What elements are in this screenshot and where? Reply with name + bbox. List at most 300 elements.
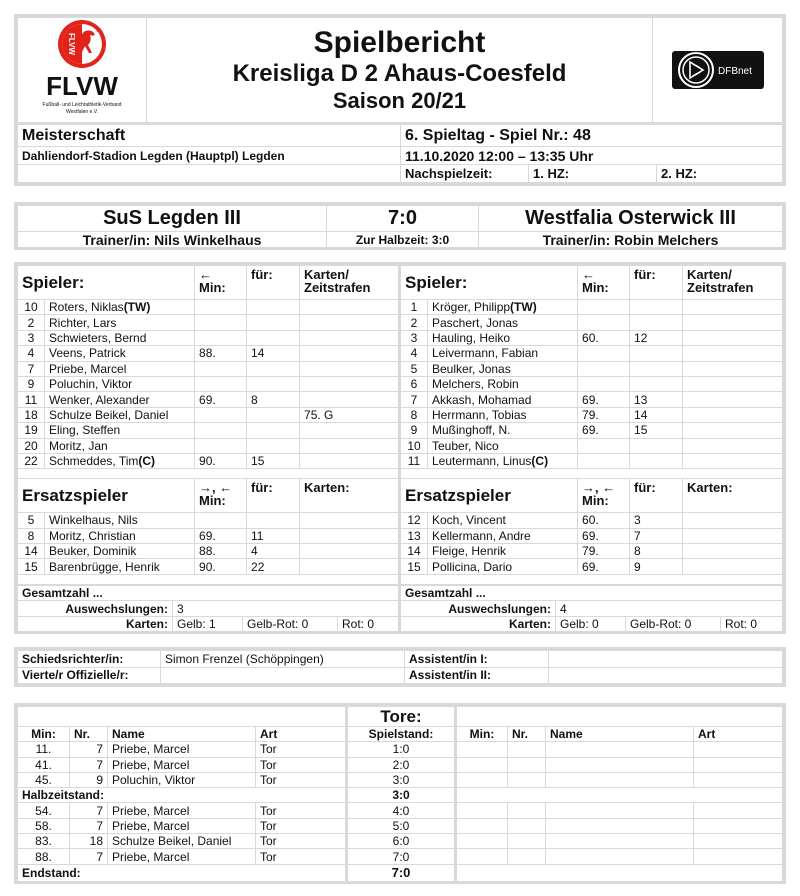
- substitutions-label: Auswechslungen:: [18, 601, 173, 617]
- player-name-text: Leutermann, Linus: [432, 454, 532, 469]
- sub-minute: 60.: [578, 513, 630, 528]
- sub-minute: [195, 361, 247, 376]
- player-number: 9: [401, 423, 428, 438]
- sub-minute: [195, 407, 247, 422]
- away-goal-cell: [508, 757, 546, 772]
- player-name-text: Roters, Niklas: [49, 300, 124, 315]
- goal-player-number: 18: [70, 834, 108, 849]
- teams-box: [14, 202, 786, 250]
- player-name: [428, 361, 578, 376]
- hz2-label: 2. HZ:: [657, 165, 783, 183]
- goal-score: 2:0: [347, 757, 456, 772]
- flvw-logo-icon: [22, 18, 142, 122]
- away-lineup: [399, 262, 786, 634]
- away-goal-cell: [694, 834, 783, 849]
- player-name-text: Poluchin, Viktor: [49, 377, 133, 392]
- sub-minute: 90.: [195, 559, 247, 574]
- svg-text:Westfalen e.V.: Westfalen e.V.: [66, 109, 98, 115]
- cards: [683, 315, 783, 330]
- player-name: [428, 438, 578, 453]
- player-number: 19: [18, 423, 45, 438]
- player-name-text: Paschert, Jonas: [432, 315, 519, 330]
- away-goal-cell: [694, 742, 783, 757]
- sub-for-number: 14: [630, 407, 683, 422]
- sub-cards: [683, 528, 783, 543]
- player-name-text: Mußinghoff, N.: [432, 423, 511, 438]
- sub-minute-header: →, ← Min:: [195, 479, 247, 513]
- player-number: 4: [401, 346, 428, 361]
- sub-for-number: [630, 361, 683, 376]
- player-number: 18: [18, 407, 45, 422]
- away-goal-cell: [546, 849, 694, 864]
- away-goal-cell: [546, 803, 694, 818]
- player-name: [428, 376, 578, 391]
- player-number: 8: [401, 407, 428, 422]
- goal-row: [18, 757, 783, 772]
- player-number: 10: [401, 438, 428, 453]
- sub-for-number: [247, 407, 300, 422]
- player-row: [18, 346, 399, 361]
- sub-minute: 69.: [578, 423, 630, 438]
- away-goal-cell: [456, 742, 508, 757]
- goal-score: 5:0: [347, 818, 456, 833]
- sub-for-number: 3: [630, 513, 683, 528]
- sub-number: 14: [401, 544, 428, 559]
- sub-for-number: [630, 438, 683, 453]
- yellow-red-count: Gelb-Rot: 0: [626, 616, 721, 632]
- away-goal-cell: [694, 818, 783, 833]
- player-name: [45, 423, 195, 438]
- sub-for-number: 13: [630, 392, 683, 407]
- player-role-tag: (C): [138, 454, 156, 469]
- player-number: 5: [401, 361, 428, 376]
- sub-for-number: 15: [247, 453, 300, 468]
- spacer: [401, 574, 783, 584]
- player-name: [428, 453, 578, 468]
- final-score-value: 7:0: [347, 864, 456, 882]
- cards: [300, 376, 399, 391]
- svg-text:FLVW: FLVW: [46, 71, 118, 101]
- goal-row: [18, 818, 783, 833]
- sub-cards: [683, 544, 783, 559]
- player-name: [45, 361, 195, 376]
- away-goal-cell: [508, 772, 546, 787]
- away-goal-cell: [456, 834, 508, 849]
- sub-for-number: [247, 361, 300, 376]
- competition: Meisterschaft: [18, 125, 401, 147]
- page-title: Spielbericht: [313, 26, 486, 59]
- goal-minute: 41.: [18, 757, 70, 772]
- sub-minute: 88.: [195, 346, 247, 361]
- goals-header-blank-left: [18, 707, 347, 727]
- sub-number: 8: [18, 528, 45, 543]
- goal-player-number: 7: [70, 803, 108, 818]
- away-nr-header: Nr.: [508, 727, 546, 742]
- cards: [300, 453, 399, 468]
- spacer: [18, 469, 399, 479]
- sub-minute: 79.: [578, 407, 630, 422]
- flvw-logo: [18, 18, 147, 123]
- sub-name: Pollicina, Dario: [428, 559, 578, 574]
- away-goal-cell: [508, 818, 546, 833]
- sub-minute: [578, 361, 630, 376]
- player-number: 22: [18, 453, 45, 468]
- sub-minute: 69.: [195, 528, 247, 543]
- sub-name: Kellermann, Andre: [428, 528, 578, 543]
- goal-minute: 58.: [18, 818, 70, 833]
- sub-cards: [300, 513, 399, 528]
- sub-cards-header: Karten:: [300, 479, 399, 513]
- away-goal-cell: [546, 772, 694, 787]
- referee-label: Schiedsrichter/in:: [18, 651, 161, 668]
- away-goal-cell: [694, 772, 783, 787]
- goal-type: Tor: [256, 803, 347, 818]
- sub-row: [401, 528, 783, 543]
- player-row: [401, 438, 783, 453]
- red-count: Rot: 0: [721, 616, 783, 632]
- player-number: 2: [18, 315, 45, 330]
- sub-cards: [683, 559, 783, 574]
- away-goal-cell: [546, 834, 694, 849]
- player-row: [18, 300, 399, 315]
- player-role-tag: (C): [531, 454, 549, 469]
- away-goal-cell: [508, 742, 546, 757]
- sub-for-number: 7: [630, 528, 683, 543]
- player-number: 3: [401, 330, 428, 345]
- goal-player-number: 7: [70, 742, 108, 757]
- away-final-blank: [456, 864, 783, 882]
- player-name: [45, 407, 195, 422]
- player-name-text: Moritz, Jan: [49, 438, 108, 453]
- sub-for-number: 14: [247, 346, 300, 361]
- sub-for-number: 12: [630, 330, 683, 345]
- match-datetime: 11.10.2020 12:00 – 13:35 Uhr: [401, 147, 783, 165]
- goal-player-name: Schulze Beikel, Daniel: [108, 834, 256, 849]
- cards: [683, 423, 783, 438]
- goal-player-name: Priebe, Marcel: [108, 849, 256, 864]
- player-number: 6: [401, 376, 428, 391]
- sub-for-number: 22: [247, 559, 300, 574]
- sub-cards: [300, 528, 399, 543]
- goals-box: [14, 703, 786, 884]
- sub-for-number: [247, 300, 300, 315]
- goal-row: [18, 803, 783, 818]
- player-name-text: Schulze Beikel, Daniel: [49, 407, 169, 422]
- sub-minute: 69.: [578, 559, 630, 574]
- goal-type: Tor: [256, 849, 347, 864]
- cards-penalties-header: Karten/ Zeitstrafen: [683, 266, 783, 300]
- sub-for-number: [247, 438, 300, 453]
- sub-cards: [300, 544, 399, 559]
- player-row: [18, 330, 399, 345]
- cards-total-label: Karten:: [18, 616, 173, 632]
- home-team-name: SuS Legden III: [18, 206, 327, 232]
- goal-player-number: 7: [70, 849, 108, 864]
- report-header: [14, 14, 786, 126]
- referee-name: Simon Frenzel (Schöppingen): [161, 651, 405, 668]
- goal-score: 6:0: [347, 834, 456, 849]
- player-name: [428, 423, 578, 438]
- sub-row: [18, 544, 399, 559]
- player-row: [401, 453, 783, 468]
- final-score: 7:0: [327, 206, 479, 232]
- yellow-red-count: Gelb-Rot: 0: [243, 616, 338, 632]
- goal-row: [18, 834, 783, 849]
- player-number: 7: [18, 361, 45, 376]
- yellow-count: Gelb: 1: [173, 616, 243, 632]
- player-row: [18, 423, 399, 438]
- goals-header-blank-right: [456, 707, 783, 727]
- cards: [300, 423, 399, 438]
- away-min-header: Min:: [456, 727, 508, 742]
- for-header: für:: [247, 266, 300, 300]
- player-name: [45, 376, 195, 391]
- sub-name: Fleige, Henrik: [428, 544, 578, 559]
- away-halftime-blank: [456, 788, 783, 803]
- player-number: 3: [18, 330, 45, 345]
- sub-for-number: [630, 376, 683, 391]
- player-name-text: Richter, Lars: [49, 315, 117, 330]
- sub-for-number: [247, 376, 300, 391]
- player-name-text: Veens, Patrick: [49, 346, 126, 361]
- away-goal-cell: [456, 772, 508, 787]
- subs-header: Ersatzspieler: [18, 479, 195, 513]
- player-name-text: Melchers, Robin: [432, 377, 519, 392]
- player-number: 7: [401, 392, 428, 407]
- player-row: [401, 346, 783, 361]
- sub-name: Beuker, Dominik: [45, 544, 195, 559]
- cards-total-label: Karten:: [401, 616, 556, 632]
- goal-row: [18, 849, 783, 864]
- cards: [300, 300, 399, 315]
- away-team-name: Westfalia Osterwick III: [479, 206, 783, 232]
- player-name: [45, 315, 195, 330]
- player-row: [18, 376, 399, 391]
- player-row: [401, 423, 783, 438]
- sub-number: 5: [18, 513, 45, 528]
- sub-for-header: für:: [630, 479, 683, 513]
- player-name-text: Schmeddes, Tim: [49, 454, 139, 469]
- goal-score: 1:0: [347, 742, 456, 757]
- cards: [300, 346, 399, 361]
- player-name: [428, 300, 578, 315]
- sub-name: Barenbrügge, Henrik: [45, 559, 195, 574]
- sub-minute: [578, 346, 630, 361]
- cards: [683, 376, 783, 391]
- meta-blank: [18, 165, 401, 183]
- goal-type: Tor: [256, 834, 347, 849]
- cards: [683, 438, 783, 453]
- sub-minute: 90.: [195, 453, 247, 468]
- player-row: [401, 376, 783, 391]
- sub-row: [18, 528, 399, 543]
- cards: [300, 361, 399, 376]
- player-name-text: Beulker, Jonas: [432, 361, 511, 376]
- player-row: [401, 361, 783, 376]
- player-name-text: Teuber, Nico: [432, 438, 499, 453]
- player-name-text: Akkash, Mohamad: [432, 392, 532, 407]
- player-name-text: Eling, Steffen: [49, 423, 121, 438]
- final-label: Endstand:: [18, 864, 347, 882]
- player-row: [401, 315, 783, 330]
- sub-name: Winkelhaus, Nils: [45, 513, 195, 528]
- sub-number: 13: [401, 528, 428, 543]
- away-goal-cell: [508, 834, 546, 849]
- sub-for-number: 8: [247, 392, 300, 407]
- assistant1-name: [549, 651, 783, 668]
- sub-minute: 60.: [578, 330, 630, 345]
- players-header: Spieler:: [401, 266, 578, 300]
- halftime-label: Halbzeitstand:: [18, 788, 347, 803]
- goal-player-name: Priebe, Marcel: [108, 818, 256, 833]
- player-name: [428, 330, 578, 345]
- away-goal-cell: [546, 742, 694, 757]
- fourth-official-name: [161, 667, 405, 684]
- cards: [683, 361, 783, 376]
- player-row: [18, 392, 399, 407]
- sub-for-number: [247, 330, 300, 345]
- sub-row: [401, 559, 783, 574]
- goal-player-name: Poluchin, Viktor: [108, 772, 256, 787]
- cards-penalties-header: Karten/ Zeitstrafen: [300, 266, 399, 300]
- player-name: [428, 392, 578, 407]
- player-role-tag: (TW): [123, 300, 151, 315]
- away-goal-cell: [694, 757, 783, 772]
- cards: [683, 330, 783, 345]
- away-goal-cell: [694, 849, 783, 864]
- player-name: [428, 346, 578, 361]
- sub-for-number: 4: [247, 544, 300, 559]
- sub-minute: [195, 438, 247, 453]
- sub-for-number: [630, 300, 683, 315]
- goal-type: Tor: [256, 742, 347, 757]
- sub-for-number: 15: [630, 423, 683, 438]
- sub-minute: 69.: [578, 392, 630, 407]
- name-header: Name: [108, 727, 256, 742]
- dfbnet-logo: [653, 18, 783, 123]
- svg-text:DFBnet: DFBnet: [717, 66, 752, 77]
- sub-row: [401, 513, 783, 528]
- venue: Dahliendorf-Stadion Legden (Hauptpl) Legden: [18, 147, 401, 165]
- sub-minute: [195, 376, 247, 391]
- sub-for-number: 11: [247, 528, 300, 543]
- goal-player-number: 7: [70, 818, 108, 833]
- player-number: 10: [18, 300, 45, 315]
- hz1-label: 1. HZ:: [529, 165, 657, 183]
- sub-for-number: 9: [630, 559, 683, 574]
- red-count: Rot: 0: [338, 616, 399, 632]
- player-row: [18, 453, 399, 468]
- sub-minute: [578, 300, 630, 315]
- player-name: [45, 438, 195, 453]
- officials-box: [14, 647, 786, 687]
- player-number: 9: [18, 376, 45, 391]
- player-row: [401, 330, 783, 345]
- goal-row: [18, 742, 783, 757]
- goal-minute: 54.: [18, 803, 70, 818]
- away-goal-cell: [546, 818, 694, 833]
- away-goal-cell: [456, 803, 508, 818]
- cards: [683, 346, 783, 361]
- sub-for-number: [630, 346, 683, 361]
- player-name-text: Priebe, Marcel: [49, 361, 127, 376]
- player-number: 1: [401, 300, 428, 315]
- away-goal-cell: [508, 849, 546, 864]
- yellow-count: Gelb: 0: [556, 616, 626, 632]
- away-goal-cell: [508, 803, 546, 818]
- cards: [300, 315, 399, 330]
- player-name: [45, 330, 195, 345]
- player-role-tag: (TW): [510, 300, 537, 315]
- substitutions-count: 4: [556, 601, 783, 617]
- sub-minute: 88.: [195, 544, 247, 559]
- sub-minute: [578, 453, 630, 468]
- goal-player-number: 7: [70, 757, 108, 772]
- home-lineup: [14, 262, 400, 634]
- sub-for-header: für:: [247, 479, 300, 513]
- player-row: [18, 315, 399, 330]
- sub-minute: [195, 423, 247, 438]
- goal-score: 7:0: [347, 849, 456, 864]
- sub-row: [401, 544, 783, 559]
- sub-for-number: [247, 513, 300, 528]
- goal-minute: 45.: [18, 772, 70, 787]
- sub-minute: 69.: [578, 528, 630, 543]
- cards: [300, 438, 399, 453]
- player-row: [401, 300, 783, 315]
- away-goal-cell: [456, 818, 508, 833]
- away-goal-cell: [456, 757, 508, 772]
- sub-name: Moritz, Christian: [45, 528, 195, 543]
- fourth-official-label: Vierte/r Offizielle/r:: [18, 667, 161, 684]
- player-number: 11: [401, 453, 428, 468]
- player-name: [45, 346, 195, 361]
- cards: 75. G: [300, 407, 399, 422]
- min-header: Min:: [18, 727, 70, 742]
- match-meta: [14, 123, 786, 186]
- goal-player-name: Priebe, Marcel: [108, 803, 256, 818]
- away-name-header: Name: [546, 727, 694, 742]
- dfbnet-logo-icon: [672, 51, 764, 89]
- player-name-text: Schwieters, Bernd: [49, 330, 147, 345]
- cards: [300, 330, 399, 345]
- player-row: [401, 407, 783, 422]
- sub-for-number: [247, 423, 300, 438]
- sub-minute-header: →, ← Min:: [578, 479, 630, 513]
- home-trainer: Trainer/in: Nils Winkelhaus: [18, 232, 327, 249]
- goal-player-name: Priebe, Marcel: [108, 757, 256, 772]
- player-row: [18, 407, 399, 422]
- goal-minute: 11.: [18, 742, 70, 757]
- assistant1-label: Assistent/in I:: [405, 651, 549, 668]
- svg-text:FLVW: FLVW: [67, 32, 76, 56]
- player-name: [45, 300, 195, 315]
- substitutions-label: Auswechslungen:: [401, 601, 556, 617]
- player-number: 20: [18, 438, 45, 453]
- player-number: 4: [18, 346, 45, 361]
- away-trainer: Trainer/in: Robin Melchers: [479, 232, 783, 249]
- substitutions-count: 3: [173, 601, 399, 617]
- sub-minute: [195, 315, 247, 330]
- sub-for-number: 8: [630, 544, 683, 559]
- player-name: [428, 315, 578, 330]
- goal-type: Tor: [256, 772, 347, 787]
- sub-minute: [195, 330, 247, 345]
- totals-header: Gesamtzahl ...: [401, 585, 783, 601]
- spacer: [401, 469, 783, 479]
- player-row: [401, 392, 783, 407]
- goal-player-number: 9: [70, 772, 108, 787]
